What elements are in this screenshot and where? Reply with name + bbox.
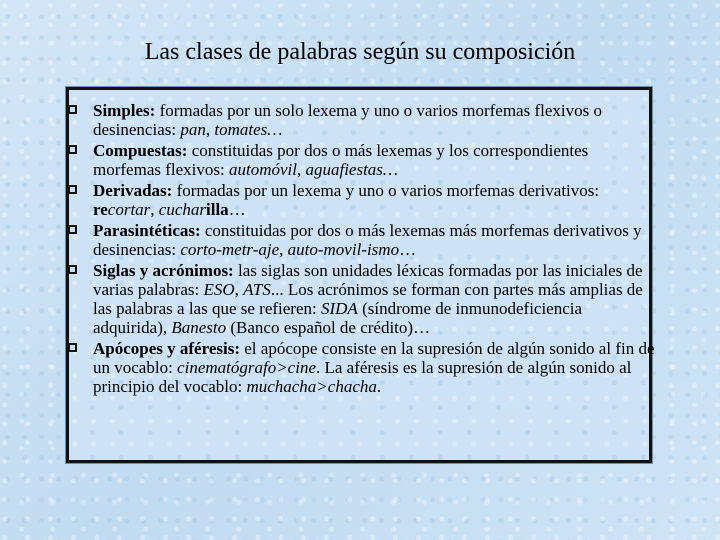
item-example: corto-metr-aje <box>180 240 280 259</box>
item-example: auto-movil-ismo <box>287 240 400 259</box>
item-text: (síndrome de inmunodeficiencia adquirida), <box>93 299 583 337</box>
item-term: Derivadas: <box>93 181 173 200</box>
item-example-suffix: illa <box>206 200 229 219</box>
item-text: formadas por un solo lexema y uno o varios morfemas flexivos o desinencias: <box>93 101 602 139</box>
item-term: Simples: <box>93 101 156 120</box>
item-tail: … <box>228 200 246 219</box>
item-example: SIDA <box>320 299 358 318</box>
item-separator: , <box>279 240 288 259</box>
item-text: las siglas son unidades léxicas formadas por las iniciales de varias palabras: <box>93 261 643 299</box>
item-term: Siglas y acrónimos: <box>93 261 234 280</box>
item-example: Banesto <box>171 318 227 337</box>
item-text: constituidas por dos o más lexemas y los correspondientes morfemas flexivos: <box>93 141 589 179</box>
square-bullet-icon <box>68 265 77 274</box>
square-bullet-icon <box>68 145 77 154</box>
item-text: constituidas por dos o más lexemas más morfemas derivativos y desinencias: <box>93 221 642 259</box>
item-text: el apócope consiste en la supresión de algún sonido al fin de un vocablo: <box>93 339 655 377</box>
item-separator: , <box>205 120 215 139</box>
list-item-derivadas <box>66 181 656 219</box>
item-example: automóvil <box>228 160 297 179</box>
list-item-apocopes <box>66 339 656 396</box>
item-separator: , <box>150 200 159 219</box>
item-term: Apócopes y aféresis: <box>93 339 240 358</box>
item-tail: … <box>399 240 417 259</box>
square-bullet-icon <box>68 185 77 194</box>
list-item-siglas <box>66 261 656 337</box>
word-class-list <box>66 101 656 398</box>
item-example: ATS <box>243 280 271 299</box>
list-item-parasinteticas <box>66 221 656 259</box>
item-text: . La aféresis es la supresión de algún sonido al principio del vocablo: <box>93 358 632 396</box>
item-text: formadas por un lexema y uno o varios morfemas derivativos: <box>172 181 600 200</box>
item-example: cuchar <box>158 200 207 219</box>
slide-title: Las clases de palabras según su composición <box>144 39 576 65</box>
item-tail: . <box>376 377 382 396</box>
item-separator: , <box>296 160 306 179</box>
square-bullet-icon <box>68 105 77 114</box>
item-example: cortar <box>107 200 151 219</box>
item-example: cinematógrafo>cine <box>177 358 316 377</box>
list-item-compuestas <box>66 141 656 179</box>
item-text: ... Los acrónimos se forman con partes más amplias de las palabras a las que se refieren: <box>93 280 643 318</box>
item-example: muchacha>chacha <box>246 377 377 396</box>
item-text: (Banco español de crédito)… <box>226 318 431 337</box>
item-example: tomates… <box>214 120 283 139</box>
square-bullet-icon <box>68 225 77 234</box>
item-term: Compuestas: <box>93 141 188 160</box>
item-term: Parasintéticas: <box>93 221 201 240</box>
item-example-prefix: re <box>93 200 108 219</box>
list-item-simples <box>66 101 656 139</box>
item-example: aguafiestas… <box>305 160 399 179</box>
item-example: pan <box>180 120 206 139</box>
square-bullet-icon <box>68 343 77 352</box>
item-separator: , <box>234 280 244 299</box>
item-example: ESO <box>203 280 235 299</box>
